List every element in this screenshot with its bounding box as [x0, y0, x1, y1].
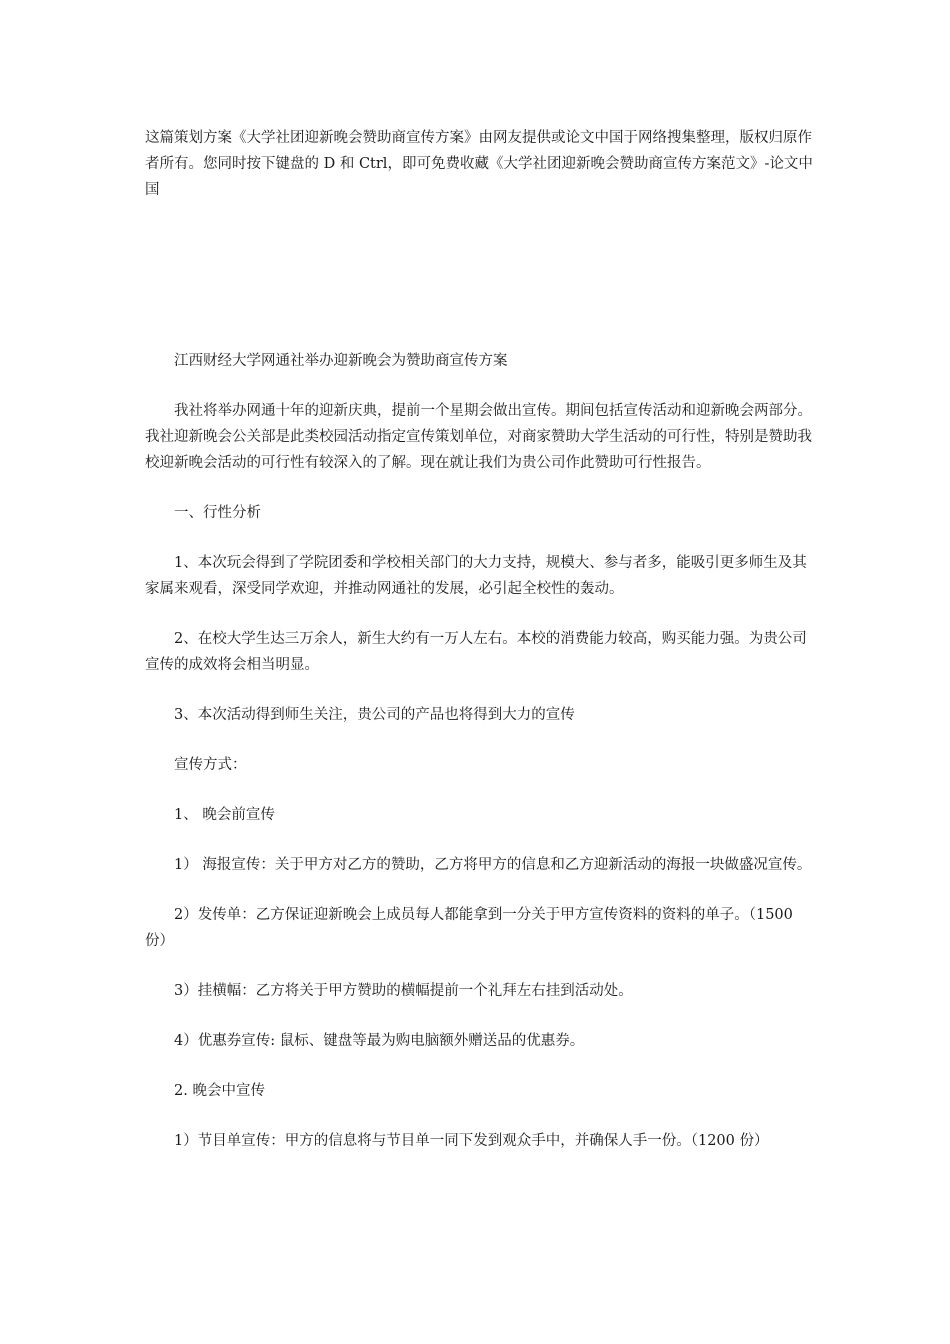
item-flyer: 2）发传单：乙方保证迎新晚会上成员每人都能拿到一分关于甲方宣传资料的资料的单子。（1500 份）: [145, 907, 793, 949]
intro-paragraph: 这篇策划方案《大学社团迎新晚会赞助商宣传方案》由网友提供或论文中国于网络搜集整理，版权归原作者所有。您同时按下键盘的 D 和 Ctrl，即可免费收藏《大学社团迎新晚会赞助商宣传方案范文》-论文中国: [145, 130, 813, 198]
paragraph-point-3: 3、本次活动得到师生关注，贵公司的产品也将得到大力的宣传: [174, 707, 575, 723]
item-banner: 3）挂横幅：乙方将关于甲方赞助的横幅提前一个礼拜左右挂到活动处。: [174, 983, 633, 999]
paragraph-point-2: 2、在校大学生达三万余人，新生大约有一万人左右。本校的消费能力较高，购买能力强。为贵公司宣传的成效将会相当明显。: [145, 631, 807, 673]
subheading-before-gala: 1、 晚会前宣传: [174, 807, 275, 823]
document-body: [145, 348, 815, 1178]
paragraph-intro: 我社将举办网通十年的迎新庆典，提前一个星期会做出宣传。期间包括宣传活动和迎新晚会两部分。我社迎新晚会公关部是此类校园活动指定宣传策划单位，对商家赞助大学生活动的可行性，特别是赞助我校迎新晚会活动的可行性有较深入的了解。现在就让我们为贵公司作此赞助可行性报告。: [145, 403, 812, 471]
item-coupon: 4）优惠券宣传: 鼠标、键盘等最为购电脑额外赠送品的优惠券。: [174, 1033, 585, 1049]
item-program: 1）节目单宣传：甲方的信息将与节目单一同下发到观众手中，并确保人手一份。（1200 份）: [174, 1133, 769, 1149]
section-heading-methods: 宣传方式：: [174, 757, 247, 773]
item-poster: 1） 海报宣传：关于甲方对乙方的赞助，乙方将甲方的信息和乙方迎新活动的海报一块做盛况宣传。: [174, 857, 812, 873]
paragraph-point-1: 1、本次玩会得到了学院团委和学校相关部门的大力支持，规模大、参与者多，能吸引更多师生及其家属来观看，深受同学欢迎，并推动网通社的发展，必引起全校性的轰动。: [145, 555, 807, 597]
document-title: 江西财经大学网通社举办迎新晚会为赞助商宣传方案: [174, 353, 508, 369]
subheading-during-gala: 2. 晚会中宣传: [174, 1083, 265, 1099]
section-heading-feasibility: 一、行性分析: [174, 505, 261, 521]
